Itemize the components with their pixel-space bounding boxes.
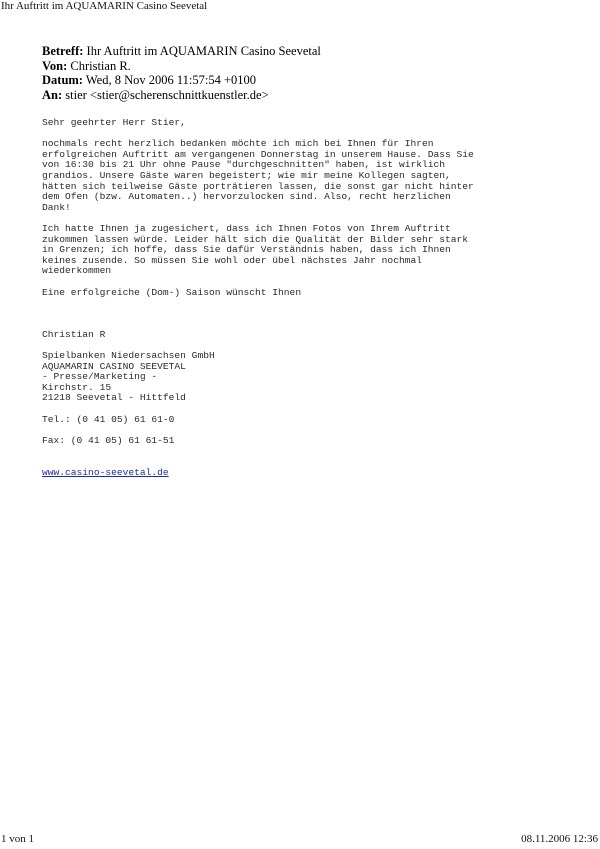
subject-label: Betreff: — [42, 44, 84, 58]
company-line: AQUAMARIN CASINO SEEVETAL — [42, 360, 186, 372]
subject-row — [42, 44, 321, 59]
to-label: An: — [42, 87, 63, 102]
to-value: stier <stier@scherenschnittkuenstler.de> — [65, 87, 269, 102]
date-row — [42, 73, 321, 88]
paragraph2-line: keines zusende. So müssen Sie wohl oder übel nächstes Jahr nochmal — [42, 254, 422, 266]
paragraph1-line: grandios. Unsere Gäste waren begeistert; wie mir meine Kollegen sagten, — [42, 169, 451, 181]
fax-line: Fax: (0 41 05) 61 61-51 — [42, 434, 175, 446]
paragraph1-line: hätten sich teilweise Gäste porträtieren lassen, die sonst gar nicht hinter — [42, 180, 474, 192]
from-row — [42, 59, 321, 74]
print-header-title: Ihr Auftritt im AQUAMARIN Casino Seevetal — [1, 0, 208, 12]
company-line: - Presse/Marketing - — [42, 371, 158, 383]
paragraph2-line: wiederkommen — [42, 265, 112, 277]
from-value: Christian R. — [70, 58, 131, 73]
paragraph2-line: zukommen lassen würde. Leider hält sich die Qualität der Bilder sehr stark — [42, 233, 469, 245]
tel-line: Tel.: (0 41 05) 61 61-0 — [42, 413, 175, 425]
subject-value: Ihr Auftritt im AQUAMARIN Casino Seevetal — [86, 44, 321, 58]
paragraph1-line: nochmals recht herzlich bedanken möchte ich mich bei Ihnen für Ihren — [42, 138, 434, 150]
email-body — [42, 118, 562, 478]
paragraph2-line: Ich hatte Ihnen ja zugesichert, dass ich Ihnen Fotos von Ihrem Auftritt — [42, 222, 451, 234]
paragraph1-line: erfolgreichen Auftritt am vergangenen Donnerstag in unserem Hause. Dass Sie — [42, 148, 474, 160]
company-line: Spielbanken Niedersachsen GmbH — [42, 350, 215, 362]
page-counter: 1 von 1 — [1, 833, 34, 845]
print-timestamp: 08.11.2006 12:36 — [521, 833, 598, 845]
website-link[interactable]: www.casino-seevetal.de — [42, 466, 169, 478]
paragraph2-line: in Grenzen; ich hoffe, dass Sie dafür Verständnis haben, dass ich Ihnen — [42, 244, 451, 256]
signature-name: Christian R — [42, 328, 106, 340]
company-line: 21218 Seevetal - Hittfeld — [42, 392, 186, 404]
date-value: Wed, 8 Nov 2006 11:57:54 +0100 — [85, 73, 257, 87]
company-line: Kirchstr. 15 — [42, 381, 112, 393]
email-headers — [42, 44, 321, 102]
paragraph1-line: Dank! — [42, 201, 71, 213]
greeting: Sehr geehrter Herr Stier, — [42, 117, 186, 128]
date-label: Datum: — [42, 73, 83, 87]
paragraph1-line: von 16:30 bis 21 Uhr ohne Pause "durchgeschnitten" haben, ist wirklich — [42, 159, 446, 171]
to-row — [42, 88, 321, 103]
closing-line: Eine erfolgreiche (Dom-) Saison wünscht Ihnen — [42, 286, 302, 298]
from-label: Von: — [42, 58, 68, 73]
paragraph1-line: dem Ofen (bzw. Automaten..) hervorzulocken sind. Also, recht herzlichen — [42, 191, 451, 203]
